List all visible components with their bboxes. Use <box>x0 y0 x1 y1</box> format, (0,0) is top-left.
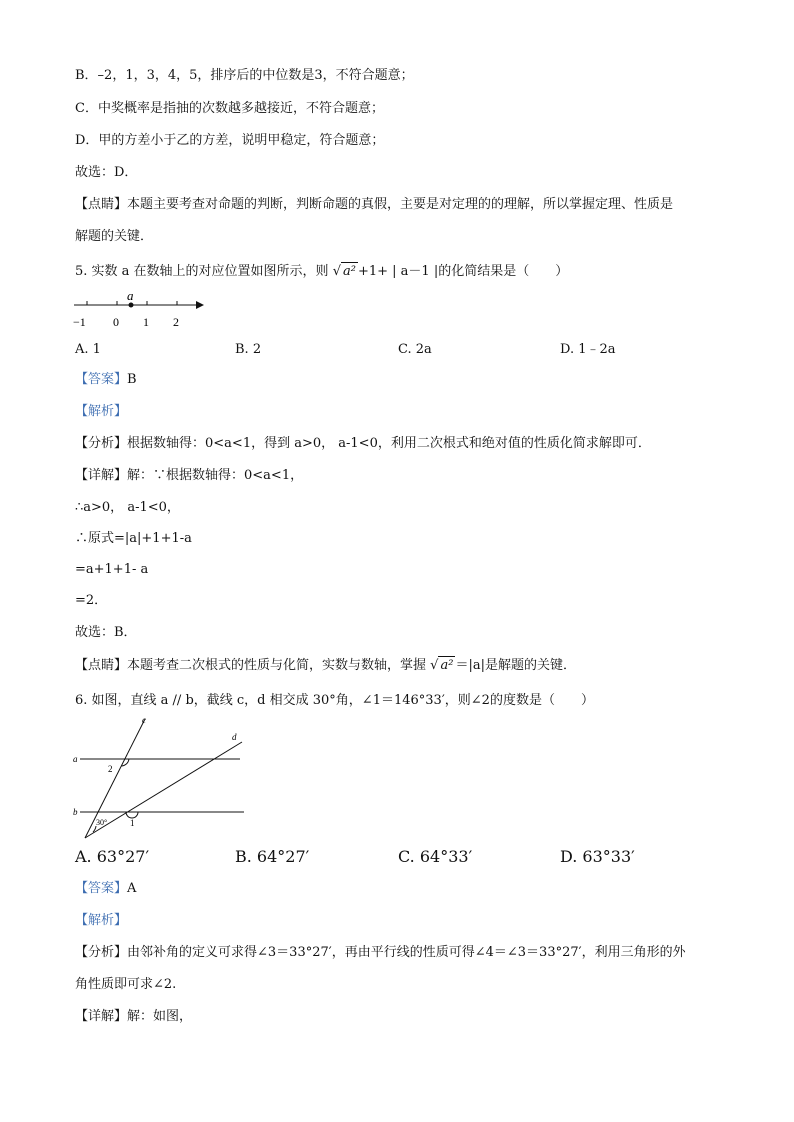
q4-comment <box>75 196 673 214</box>
q6-fenxi <box>75 944 686 962</box>
q5-detail-2: ∴a>0， a-1<0， <box>75 500 180 515</box>
q4-option-b-analysis: B．–2，1，3，4，5，排序后的中位数是3，不符合题意； <box>75 68 414 83</box>
q5-choose: 故选：B． <box>75 625 137 640</box>
q5-answer <box>75 371 137 389</box>
q5-option-c: C. 2a <box>398 342 432 357</box>
q5-detail-3: ∴原式=|a|+1+1-a <box>75 531 192 546</box>
label-angle-1: 1 <box>130 818 135 828</box>
sqrt-radicand: a² <box>343 264 356 279</box>
comment-text: 本题主要考查对命题的判断，判断命题的真假，主要是对定理的的理解，所以掌握定理、性质是 <box>127 197 674 212</box>
geometry-figure <box>68 714 248 842</box>
q5-detail-1 <box>75 467 303 485</box>
q4-option-c-analysis: C．中奖概率是指抽的次数越多越接近，不符合题意； <box>75 101 384 116</box>
tick-label: 1 <box>143 315 149 329</box>
label-d: d <box>232 732 237 742</box>
sqrt-radicand: a² <box>440 658 454 673</box>
q6-fenxi-cont: 角性质即可求∠2. <box>75 977 177 992</box>
point-a-dot <box>129 303 134 308</box>
tick-label: 2 <box>173 315 179 329</box>
fenxi-text: 根据数轴得：0<a<1，得到 a>0， a-1<0，利用二次根式和绝对值的性质化简求解即可． <box>127 436 651 451</box>
q5-detail-4: =a+1+1- a <box>75 562 149 577</box>
answer-tag: 【答案】 <box>75 372 128 387</box>
detail-tag: 【详解】 <box>75 468 128 483</box>
q6-option-d: D. 63°33′ <box>560 847 635 866</box>
q5-expr-rest: +1+ | a－1 | <box>357 264 439 279</box>
answer-tag: 【答案】 <box>75 881 128 896</box>
q5-stem-a: 5. 实数 a 在数轴上的对应位置如图所示，则 <box>75 264 329 279</box>
label-a: a <box>73 754 78 764</box>
fenxi-tag: 【分析】 <box>75 436 128 451</box>
q5-fenxi <box>75 435 651 453</box>
q6-analysis-tag: 【解析】 <box>75 913 128 928</box>
comment-tag: 【点睛】 <box>75 658 128 673</box>
q5-detail-5: =2． <box>75 593 108 608</box>
sqrt-expression: √ a² <box>332 264 356 279</box>
q6-option-b: B. 64°27′ <box>235 847 310 866</box>
answer-value: A <box>127 881 137 896</box>
point-a-label: a <box>127 288 134 303</box>
comment-text-b: 是解题的关键． <box>484 658 576 673</box>
q5-comment <box>75 656 576 675</box>
line-d <box>85 742 242 838</box>
sqrt-expression: √ a² <box>430 658 454 673</box>
q6-answer <box>75 880 136 898</box>
detail-text: 解：如图， <box>127 1009 193 1024</box>
q6-detail <box>75 1008 192 1026</box>
label-c: c <box>142 715 146 725</box>
q5-stem-b: 的化简结果是（ ） <box>438 264 569 279</box>
fenxi-text: 由邻补角的定义可求得∠3＝33°27′，再由平行线的性质可得∠4＝∠3＝33°27′，利用三角形的外 <box>127 945 686 960</box>
q6-stem: 6. 如图，直线 a // b，截线 c，d 相交成 30°角，∠1＝146°33′，则∠2的度数是（ ） <box>75 693 594 708</box>
label-angle-2: 2 <box>108 764 113 774</box>
q5-option-d: D. 1﹣2a <box>560 342 616 357</box>
number-line-figure <box>70 288 210 332</box>
q6-option-a: A. 63°27′ <box>75 847 150 866</box>
comment-text-a: 本题考查二次根式的性质与化简，实数与数轴，掌握 <box>127 658 427 673</box>
q5-analysis-tag: 【解析】 <box>75 404 128 419</box>
q5-stem <box>75 262 568 281</box>
fenxi-tag: 【分析】 <box>75 945 128 960</box>
detail-text: 解：∵根据数轴得：0<a<1， <box>127 468 304 483</box>
tick-label: 0 <box>113 315 119 329</box>
label-angle-30: 30° <box>96 818 108 827</box>
q5-option-b: B. 2 <box>235 342 262 357</box>
comment-tag: 【点睛】 <box>75 197 128 212</box>
comment-abs: ＝|a| <box>455 658 485 673</box>
q4-choose: 故选：D． <box>75 165 138 180</box>
q6-option-c: C. 64°33′ <box>398 847 473 866</box>
answer-value: B <box>127 372 137 387</box>
q4-comment-cont: 解题的关键． <box>75 229 154 244</box>
label-b: b <box>73 807 78 817</box>
q4-option-d-analysis: D．甲的方差小于乙的方差，说明甲稳定，符合题意； <box>75 133 385 148</box>
number-line-arrow-icon <box>196 301 204 309</box>
detail-tag: 【详解】 <box>75 1009 128 1024</box>
tick-label: −1 <box>73 315 86 329</box>
q5-option-a: A. 1 <box>75 342 101 357</box>
